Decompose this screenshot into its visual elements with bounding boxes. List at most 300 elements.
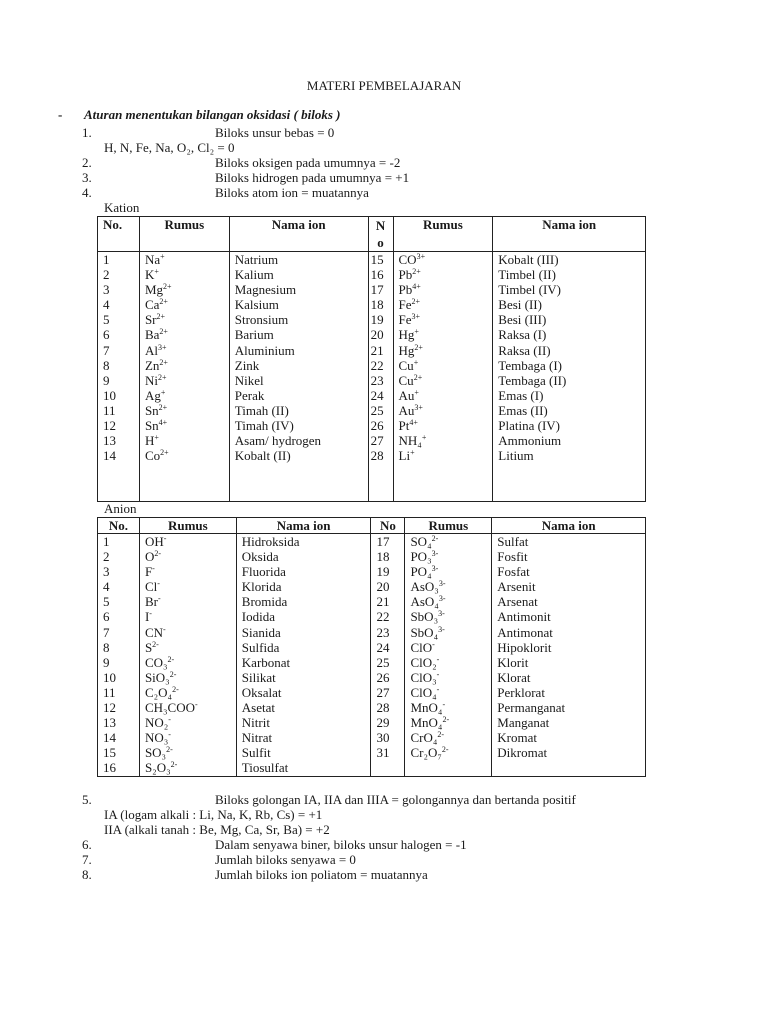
ion-formula [399, 343, 488, 358]
ion-name: Nitrit [241, 715, 270, 731]
anion-rumus-column [139, 534, 236, 777]
formula-base: Co [144, 448, 161, 464]
ion-formula [399, 433, 488, 448]
rule-5-ia: IA (logam alkali : Li, Na, K, Rb, Cs) = +1 [104, 807, 323, 822]
ion-formula [145, 418, 224, 433]
ion-name: Besi (III) [498, 312, 547, 328]
ion-name: Platina (IV) [498, 418, 561, 434]
ion-name: Hipoklorit [497, 639, 552, 655]
formula-base: SO₄ [410, 534, 432, 549]
formula-base: F [144, 564, 153, 580]
formula-charge: 2- [442, 715, 450, 725]
ion-number: 26 [376, 669, 390, 685]
formula-charge: - [168, 730, 171, 740]
anion-nama-column-2 [492, 534, 646, 777]
formula-charge: + [410, 448, 415, 458]
formula-charge: - [157, 594, 161, 604]
kation-no-column [98, 252, 140, 502]
rule-text: Jumlah biloks ion poliatom = muatannya [215, 867, 428, 882]
ion-formula [410, 655, 486, 670]
formula-base: Pt [398, 418, 410, 434]
formula-charge: + [421, 433, 427, 443]
formula-base: ClO₃ [410, 669, 437, 685]
ion-name: Zink [234, 357, 260, 373]
formula-charge: 3+ [411, 312, 421, 322]
formula-charge: 2+ [160, 448, 169, 458]
ion-name: Perak [234, 387, 265, 403]
rule-number: 3. [82, 170, 92, 185]
formula-base: O [144, 549, 155, 565]
ion-formula [410, 730, 486, 745]
ion-formula [410, 549, 486, 564]
formula-base: Fe [398, 297, 412, 313]
ion-formula [145, 670, 231, 685]
ion-name: Raksa (I) [498, 327, 547, 343]
ion-number: 12 [103, 700, 116, 716]
ion-number: 22 [376, 609, 390, 625]
ion-formula [145, 655, 231, 670]
formula-base: AsO₄ [410, 594, 439, 610]
ion-formula [145, 282, 224, 297]
ion-formula [410, 670, 486, 685]
formula-charge: - [442, 700, 446, 710]
kation-nama-column [229, 252, 368, 502]
header-rumus-2: Rumus [393, 217, 493, 252]
ion-number: 5 [103, 594, 110, 610]
formula-base: Mg [144, 282, 163, 298]
ion-name: Antimonit [497, 609, 551, 625]
formula-charge: + [414, 327, 419, 337]
ion-formula [410, 640, 486, 655]
rule-text: Jumlah biloks senyawa = 0 [215, 852, 356, 867]
formula-base: CO [398, 252, 417, 267]
formula-base: I [144, 609, 150, 625]
formula-base: PO₃ [410, 549, 432, 565]
ion-formula [145, 343, 224, 358]
ion-number: 11 [103, 402, 116, 418]
header-nama-ion: Nama ion [229, 217, 368, 252]
ion-number: 4 [103, 297, 110, 313]
ion-number: 1 [103, 252, 110, 267]
ion-formula [145, 433, 224, 448]
ion-formula [410, 700, 486, 715]
ion-number: 21 [370, 342, 384, 358]
ion-name: Timbel (II) [498, 267, 556, 283]
ion-formula [145, 388, 224, 403]
formula-charge: 3- [438, 594, 446, 604]
formula-charge: 2+ [412, 267, 421, 277]
ion-formula [410, 564, 486, 579]
ion-number: 23 [376, 624, 390, 640]
ion-name: Emas (I) [498, 387, 544, 403]
ion-number: 30 [376, 730, 390, 746]
ion-formula [410, 534, 486, 549]
formula-charge: 3+ [414, 402, 423, 412]
ion-formula [145, 549, 231, 564]
formula-base: CrO₄ [410, 730, 438, 746]
formula-charge: 2- [437, 730, 445, 740]
formula-charge: 2- [154, 549, 161, 559]
ion-number: 15 [370, 252, 384, 267]
formula-charge: 2- [170, 760, 178, 770]
formula-base: Ca [144, 297, 160, 313]
ion-name: Stronsium [234, 312, 289, 328]
ion-formula [399, 388, 488, 403]
ion-name: Arsenat [497, 594, 538, 610]
ion-number: 21 [376, 594, 390, 610]
formula-charge: 2- [152, 639, 159, 649]
ion-formula [145, 609, 231, 624]
ion-number: 13 [103, 715, 116, 731]
ion-name: Nitrat [241, 730, 273, 746]
ion-name: Timbel (IV) [498, 282, 561, 298]
formula-base: NO₃ [144, 730, 169, 746]
ion-formula [399, 267, 488, 282]
formula-charge: - [157, 579, 160, 589]
formula-charge: 4+ [158, 418, 168, 428]
rule-text: Biloks hidrogen pada umumnya = +1 [215, 170, 410, 185]
anion-no-column [98, 534, 140, 777]
ion-formula [145, 745, 231, 760]
formula-base: Ag [144, 387, 161, 403]
formula-charge: + [160, 252, 165, 261]
formula-base: SiO₃ [144, 669, 170, 685]
ion-number: 26 [370, 418, 384, 434]
ion-name: Kalium [234, 267, 274, 283]
formula-base: Hg [398, 342, 415, 358]
ion-formula [145, 252, 224, 267]
formula-charge: 3- [438, 579, 446, 589]
rule-number: 4. [82, 185, 92, 200]
anion-rumus-column-2 [405, 534, 492, 777]
formula-charge: 2+ [159, 327, 168, 337]
ion-name: Emas (II) [498, 402, 548, 418]
ion-formula [145, 448, 224, 463]
ion-name: Sianida [241, 624, 281, 640]
formula-base: ClO₂ [410, 654, 437, 670]
header-no-2: N o [368, 217, 393, 252]
ion-formula [145, 640, 231, 655]
ion-name: Kobalt (III) [498, 252, 559, 267]
ion-number: 28 [370, 448, 384, 464]
ion-formula [145, 700, 231, 715]
ion-name: Barium [234, 327, 274, 343]
ion-number: 29 [376, 715, 390, 731]
formula-base: Na [144, 252, 161, 267]
ion-name: Silikat [241, 669, 276, 685]
kation-rumus-column [139, 252, 229, 502]
formula-charge: + [160, 387, 166, 397]
ion-formula [399, 312, 488, 327]
ion-name: Magnesium [234, 282, 297, 298]
formula-base: OH [144, 534, 164, 549]
formula-base: CH₃COO [144, 700, 195, 716]
rule-number: 2. [82, 155, 92, 170]
ion-formula [145, 373, 224, 388]
ion-number: 18 [370, 297, 384, 313]
ion-name: Klorida [241, 579, 282, 595]
formula-base: Cu [398, 372, 414, 388]
ion-name: Sulfat [497, 534, 529, 549]
ion-number: 20 [376, 579, 390, 595]
formula-charge: 3- [438, 624, 445, 634]
ion-formula [410, 745, 486, 760]
ion-name: Klorat [497, 669, 531, 685]
kation-rumus-column-2 [393, 252, 493, 502]
ion-name: Ammonium [498, 433, 562, 449]
page-title: MATERI PEMBELAJARAN [306, 78, 462, 93]
formula-base: Ni [144, 372, 158, 388]
formula-base: ClO₄ [410, 684, 437, 700]
rule-1-example: H, N, Fe, Na, O₂, Cl₂ = 0 [104, 140, 235, 155]
ion-name: Oksida [241, 549, 279, 565]
ion-formula [410, 579, 486, 594]
ion-formula [145, 564, 231, 579]
formula-base: Br [144, 594, 158, 610]
ion-number: 19 [370, 312, 384, 328]
ion-number: 4 [103, 579, 110, 595]
ion-name: Timah (IV) [234, 418, 294, 434]
ion-name: Fosfit [497, 549, 528, 565]
ion-number: 2 [103, 549, 110, 565]
ion-number: 3 [103, 564, 110, 580]
ion-number: 14 [103, 730, 116, 746]
formula-charge: - [163, 624, 166, 634]
ion-number: 27 [370, 433, 384, 449]
formula-charge: 2+ [163, 282, 172, 292]
formula-charge: 2+ [414, 342, 423, 352]
formula-charge: 3- [431, 549, 439, 559]
ion-number: 6 [103, 327, 110, 343]
ion-formula [399, 373, 488, 388]
ion-name: Karbonat [241, 654, 291, 670]
kation-label: Kation [104, 200, 140, 215]
formula-charge: 2- [169, 669, 177, 679]
ion-number: 23 [370, 372, 384, 388]
kation-no-column-2 [368, 252, 393, 502]
formula-base: C₂O₄ [144, 684, 173, 700]
ion-formula [399, 448, 488, 463]
section-heading [58, 107, 340, 123]
ion-name: Fosfat [497, 564, 530, 580]
ion-name: Tiosulfat [241, 760, 289, 776]
formula-charge: 2+ [156, 312, 166, 322]
formula-base: S₂O₃ [144, 760, 171, 776]
formula-charge: 2+ [158, 402, 168, 412]
ion-name: Tembaga (II) [498, 372, 567, 388]
ion-number: 16 [103, 760, 116, 776]
ion-number: 25 [376, 654, 390, 670]
formula-charge: 2- [431, 534, 439, 543]
formula-charge: 4+ [409, 418, 418, 428]
ion-number: 9 [103, 372, 110, 388]
formula-base: Au [398, 387, 415, 403]
rule-text: Dalam senyawa biner, biloks unsur halogen = -1 [215, 837, 467, 852]
formula-base: Cl [144, 579, 158, 595]
formula-charge: 2- [441, 745, 449, 755]
ion-name: Kobalt (II) [234, 448, 291, 464]
ion-number: 31 [376, 745, 390, 761]
formula-charge: - [149, 609, 152, 619]
rule-text: Biloks golongan IA, IIA dan IIIA = golongannya dan bertanda positif [215, 792, 576, 807]
ion-formula [145, 327, 224, 342]
formula-base: MnO₄ [410, 700, 443, 716]
ion-number: 10 [103, 669, 116, 685]
formula-charge: 2+ [411, 297, 421, 307]
formula-base: NH₄ [398, 433, 422, 449]
ion-name: Litium [498, 448, 534, 464]
ion-number: 7 [103, 624, 110, 640]
ion-number: 2 [103, 267, 110, 283]
rule-number: 6. [82, 837, 92, 852]
formula-charge: + [414, 387, 419, 397]
formula-charge: 2- [172, 684, 179, 694]
formula-base: Pb [398, 282, 413, 298]
ion-number: 27 [376, 684, 390, 700]
ion-number: 8 [103, 639, 110, 655]
formula-base: Fe [398, 312, 412, 328]
ion-formula [145, 685, 231, 700]
ion-number: 24 [370, 387, 384, 403]
formula-charge: - [194, 700, 198, 710]
anion-table [97, 517, 646, 777]
formula-base: CO₃ [144, 654, 168, 670]
ion-number: 3 [103, 282, 110, 298]
formula-base: Li [398, 448, 411, 464]
rule-number: 1. [82, 125, 92, 140]
header-rumus: Rumus [139, 518, 236, 534]
ion-name: Manganat [497, 715, 550, 731]
header-nama-ion-2: Nama ion [492, 518, 646, 534]
ion-number: 19 [376, 564, 390, 580]
ion-number: 9 [103, 654, 110, 670]
ion-name: Sulfit [241, 745, 271, 761]
heading-text: Aturan menentukan bilangan oksidasi ( biloks ) [84, 107, 341, 122]
header-rumus-2: Rumus [405, 518, 492, 534]
ion-name: Iodida [241, 609, 275, 625]
formula-charge: 3- [431, 564, 439, 574]
formula-base: Cr₂O₇ [410, 745, 442, 761]
ion-number: 6 [103, 609, 110, 625]
ion-formula [410, 685, 486, 700]
formula-base: S [144, 639, 153, 655]
rule-text: Biloks unsur bebas = 0 [215, 125, 335, 140]
anion-no-column-2 [371, 534, 405, 777]
ion-formula [145, 579, 231, 594]
heading-dash: - [58, 107, 63, 122]
ion-formula [399, 418, 488, 433]
ion-formula [145, 715, 231, 730]
ion-number: 5 [103, 312, 110, 328]
rule-number: 8. [82, 867, 92, 882]
ion-formula [410, 609, 486, 624]
ion-name: Dikromat [497, 745, 548, 761]
ion-number: 17 [370, 282, 384, 298]
anion-nama-column [236, 534, 371, 777]
ion-name: Kromat [497, 730, 537, 746]
formula-base: Zn [144, 357, 160, 373]
ion-formula [145, 267, 224, 282]
ion-number: 10 [103, 387, 116, 403]
ion-formula [399, 297, 488, 312]
formula-charge: + [154, 433, 159, 443]
formula-base: K [144, 267, 155, 283]
ion-formula [410, 594, 486, 609]
formula-charge: 2+ [159, 297, 168, 307]
ion-formula [410, 715, 486, 730]
formula-base: ClO [410, 639, 433, 655]
formula-base: SO₃ [144, 745, 167, 761]
ion-formula [145, 760, 231, 775]
ion-name: Sulfida [241, 639, 280, 655]
formula-base: Ba [144, 327, 160, 343]
rule-text: Biloks oksigen pada umumnya = -2 [215, 155, 401, 170]
ion-number: 24 [376, 639, 390, 655]
formula-base: H [144, 433, 155, 449]
ion-number: 7 [103, 342, 110, 358]
ion-name: Arsenit [497, 579, 536, 595]
rule-number: 5. [82, 792, 92, 807]
ion-number: 17 [376, 534, 390, 549]
ion-number: 25 [370, 402, 384, 418]
header-no-2: No [371, 518, 405, 534]
formula-base: Au [398, 402, 415, 418]
ion-name: Raksa (II) [498, 342, 551, 358]
rule-number: 7. [82, 852, 92, 867]
ion-number: 14 [103, 448, 116, 464]
formula-base: MnO₄ [410, 715, 443, 731]
ion-name: Natrium [234, 252, 279, 267]
header-rumus: Rumus [139, 217, 229, 252]
formula-base: Sn [144, 418, 159, 434]
kation-table [97, 216, 646, 502]
ion-name: Fluorida [241, 564, 286, 580]
ion-name: Perklorat [497, 684, 545, 700]
formula-base: Sn [144, 402, 159, 418]
ion-number: 8 [103, 357, 110, 373]
formula-base: Hg [398, 327, 415, 343]
ion-name: Asam/ hydrogen [234, 433, 322, 449]
formula-base: Pb [398, 267, 413, 283]
formula-charge: 3+ [416, 252, 426, 261]
formula-charge: 4+ [412, 282, 421, 292]
ion-name: Hidroksida [241, 534, 300, 549]
ion-formula [145, 534, 231, 549]
ion-name: Nikel [234, 372, 264, 388]
formula-base: NO₂ [144, 715, 169, 731]
rule-5-iia: IIA (alkali tanah : Be, Mg, Ca, Sr, Ba) = +2 [104, 822, 330, 837]
formula-charge: 2- [166, 745, 173, 755]
formula-base: PO₄ [410, 564, 432, 580]
ion-formula [145, 625, 231, 640]
formula-charge: 2+ [413, 372, 423, 382]
formula-base: CN [144, 624, 163, 640]
ion-formula [145, 358, 224, 373]
ion-number: 11 [103, 684, 116, 700]
formula-charge: - [152, 564, 155, 574]
ion-name: Timah (II) [234, 402, 289, 418]
ion-number: 18 [376, 549, 390, 565]
ion-name: Tembaga (I) [498, 357, 562, 373]
formula-charge: - [432, 639, 435, 649]
ion-number: 13 [103, 433, 116, 449]
ion-name: Klorit [497, 654, 529, 670]
formula-charge: 2+ [157, 372, 167, 382]
kation-nama-column-2 [493, 252, 646, 502]
header-no: No. [98, 217, 140, 252]
ion-number: 15 [103, 745, 116, 761]
ion-formula [399, 358, 488, 373]
